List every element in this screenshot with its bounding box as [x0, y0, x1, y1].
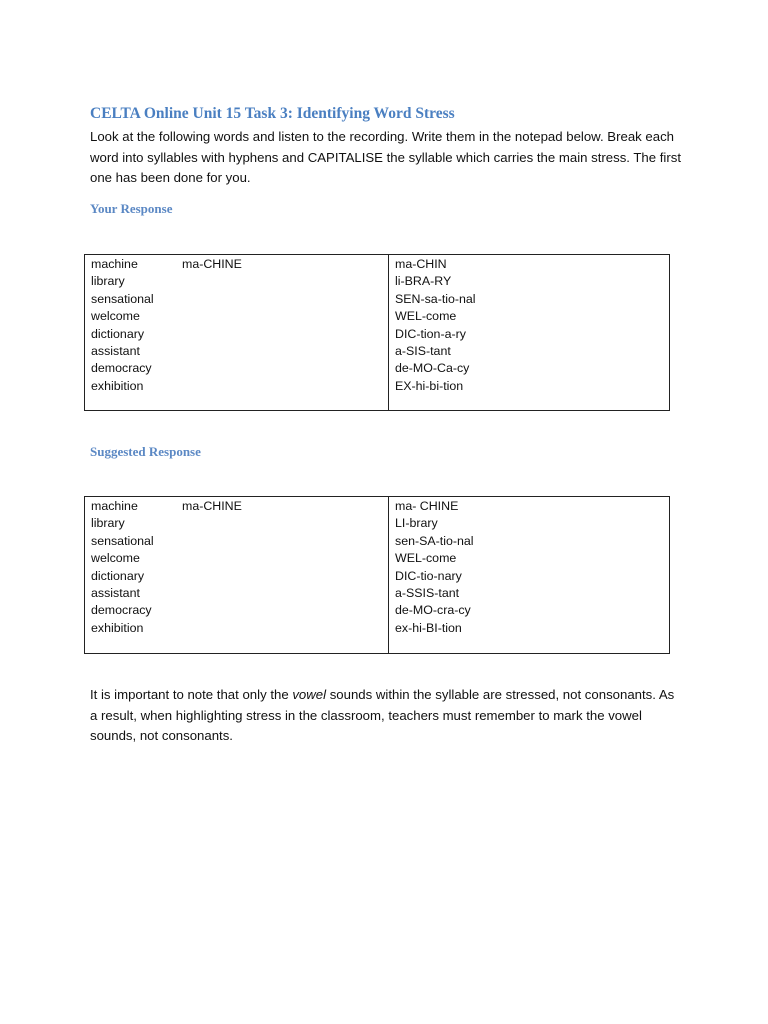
word-democracy: democracy [91, 361, 152, 376]
word-exhibition: exhibition [91, 620, 144, 635]
word-dictionary: dictionary [91, 326, 145, 341]
word-machine: machine [91, 257, 138, 271]
closing-note-paragraph [90, 685, 680, 747]
suggested-response-table [84, 496, 670, 654]
word-row [91, 533, 383, 550]
document-title: CELTA Online Unit 15 Task 3: Identifying Word Stress [90, 105, 455, 122]
answer-sensational: SEN-sa-tio-nal [395, 291, 476, 306]
sample-answer: ma-CHINE [182, 257, 242, 271]
your-response-heading: Your Response [90, 201, 173, 216]
answer-welcome: WEL-come [395, 551, 457, 566]
word-sensational: sensational [91, 533, 154, 548]
word-row [91, 515, 383, 532]
answer-democracy: de-MO-cra-cy [395, 603, 471, 618]
note-text-after: sounds within the syllable are stressed, not consonants. As a result, when highlighting stress in the classroom, teachers must remember to mark the vowel sounds, not consonants. [90, 687, 675, 743]
answer-assistant: a-SIS-tant [395, 344, 451, 359]
answer-library: li-BRA-RY [395, 274, 452, 289]
your-response-words-cell [85, 255, 389, 411]
word-exhibition: exhibition [91, 378, 144, 393]
word-sensational: sensational [91, 291, 154, 306]
note-emphasis: vowel [292, 687, 327, 702]
note-text-before: It is important to note that only the [90, 687, 293, 702]
word-assistant: assistant [91, 586, 140, 601]
word-row [91, 550, 383, 567]
word-machine: machine [91, 499, 138, 513]
your-response-answers-cell[interactable] [389, 255, 670, 411]
word-library: library [91, 516, 125, 531]
answer-machine: ma-CHIN [395, 257, 447, 271]
word-row [91, 360, 383, 377]
word-row [91, 326, 383, 343]
word-dictionary: dictionary [91, 568, 145, 583]
word-democracy: democracy [91, 603, 152, 618]
word-row [91, 602, 383, 619]
suggested-response-words-cell [85, 497, 389, 654]
suggested-response-heading: Suggested Response [90, 444, 201, 459]
word-assistant: assistant [91, 344, 140, 359]
answer-machine: ma- CHINE [395, 499, 459, 513]
answer-sensational: sen-SA-tio-nal [395, 533, 474, 548]
answer-welcome: WEL-come [395, 309, 457, 324]
instructions-paragraph: Look at the following words and listen to the recording. Write them in the notepad below. Break each word into syllables with hyphens and CAPITALISE the syllable which carries the main stress. The first one has been done for you. [90, 129, 682, 185]
word-row [91, 568, 383, 585]
sample-answer: ma-CHINE [182, 499, 242, 513]
answer-exhibition: ex-hi-BI-tion [395, 620, 462, 635]
word-row [91, 343, 383, 360]
word-row [91, 378, 383, 395]
word-row [91, 273, 383, 290]
word-library: library [91, 274, 125, 289]
answer-assistant: a-SSIS-tant [395, 586, 460, 601]
suggested-response-answers-cell [389, 497, 670, 654]
answer-library: LI-brary [395, 516, 438, 531]
word-row [91, 585, 383, 602]
word-row [91, 620, 383, 637]
word-welcome: welcome [91, 309, 140, 324]
word-row [91, 308, 383, 325]
word-row [91, 291, 383, 308]
word-row [91, 498, 383, 515]
answer-democracy: de-MO-Ca-cy [395, 361, 470, 376]
answer-dictionary: DIC-tion-a-ry [395, 326, 466, 341]
word-row [91, 256, 383, 273]
word-welcome: welcome [91, 551, 140, 566]
your-response-table [84, 254, 670, 411]
answer-exhibition: EX-hi-bi-tion [395, 378, 464, 393]
answer-dictionary: DIC-tio-nary [395, 568, 462, 583]
